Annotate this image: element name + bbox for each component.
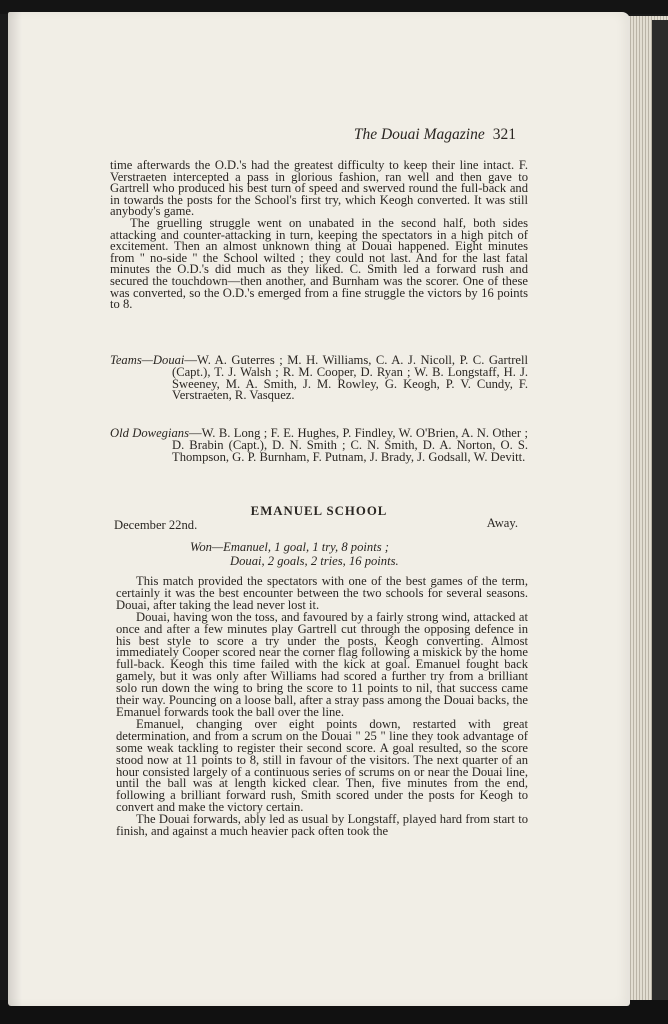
paragraph: This match provided the spectators with one of the best games of the term, certainly it was the best encounter between the two schools for several seasons. Douai, after taking the lead never lost it. — [116, 574, 528, 612]
old-dowegians-team-list — [110, 428, 528, 463]
match-dateline — [114, 518, 518, 533]
page-number: 321 — [492, 126, 516, 143]
book-cover-edge — [652, 20, 668, 1006]
match-venue: Away. — [486, 516, 518, 530]
section-heading: EMANUEL SCHOOL — [250, 504, 388, 518]
team-players: —W. B. Long ; F. E. Hughes, P. Findley, W. O'Brien, A. N. Other ; D. Brabin (Capt.), D. N. Smith ; C. N. Smith, D. A. Norton, O. S. Thompson, G. P. Burnham, F. Putnam, J. Brady, J. Godsall, W. Devitt. — [172, 426, 528, 464]
running-head — [336, 126, 516, 144]
match-date: December 22nd. — [114, 518, 198, 532]
paragraph: The Douai forwards, ably led as usual by Longstaff, played hard from start to finish, and against a much heavier pack often took the — [116, 812, 528, 839]
team-players: —W. A. Guterres ; M. H. Williams, C. A. J. Nicoll, P. C. Gartrell (Capt.), T. J. Walsh ; R. M. Cooper, D. Ryan ; W. B. Longstaff, H. J. Sweeney, M. A. Smith, J. M. Rowley, G. Keogh, P. V. Cundy, F. Verstraeten, R. Vasquez. — [172, 353, 528, 403]
paragraph: Douai, having won the toss, and favoured by a fairly strong wind, attacked at once and after a few minutes play Gartrell cut through the opposing defence in his best style to score a try under the posts, Keogh converting. Almost immediately Cooper scored near the corner flag following a miskick by the home full-back. Keogh this time failed with the kick at goal. Emanuel fought back gamely, but it was only after Williams had scored a further try from a brilliant solo run down the wing to bring the score to 11 points to nil, that success came their way. Pouncing on a loose ball, after a stray pass among the Douai backs, the Emanuel forwards took the ball over the line. — [116, 609, 528, 719]
spine-shadow — [8, 12, 22, 1006]
team-label: Old Dowegians — [110, 426, 189, 440]
result-line: Won—Emanuel, 1 goal, 1 try, 8 points ; — [190, 540, 389, 554]
result-line: Douai, 2 goals, 2 tries, 16 points. — [230, 553, 399, 568]
paragraph: time afterwards the O.D.'s had the greatest difficulty to keep their line intact. F. Verstraeten intercepted a pass in glorious fashion, ran well and then gave to Gartrell who produced his best turn of speed and swerved round the full-back and in towards the posts for the School's first try, which Keogh converted. It was still anybody's game. — [110, 158, 528, 219]
magazine-title: The Douai Magazine — [353, 126, 485, 143]
douai-team-list — [110, 355, 528, 402]
paragraph: The gruelling struggle went on unabated in the second half, both sides attacking and counter-attacking in turn, keeping the spectators in a high pitch of excitement. Then an almost unknown thing at Douai happened. Eight minutes from " no-side " the School wilted ; they could not last. And for the last fatal minutes the O.D.'s did much as they liked. C. Smith led a forward rush and secured the touchdown—then another, and Burnham was the scorer. One of these was converted, so the O.D.'s emerged from a fine struggle the victors by 16 points to 8. — [110, 215, 528, 312]
match-result — [190, 541, 510, 568]
match-report — [116, 576, 528, 838]
team-label: Teams—Douai — [110, 353, 185, 367]
paragraph: Emanuel, changing over eight points down, restarted with great determination, and from a scrum on the Douai " 25 " line they took advantage of some weak tackling to register their second score. A goal resulted, so the score stood now at 11 points to 8, still in favour of the visitors. The next quarter of an hour consisted largely of a continuous series of scrums on or near the Douai line, until the ball was at length kicked clear. Then, five minutes from the end, following a brilliant forward rush, Smith scored under the posts for Keogh to convert and make the victory certain. — [116, 716, 528, 815]
report-text — [110, 160, 528, 311]
